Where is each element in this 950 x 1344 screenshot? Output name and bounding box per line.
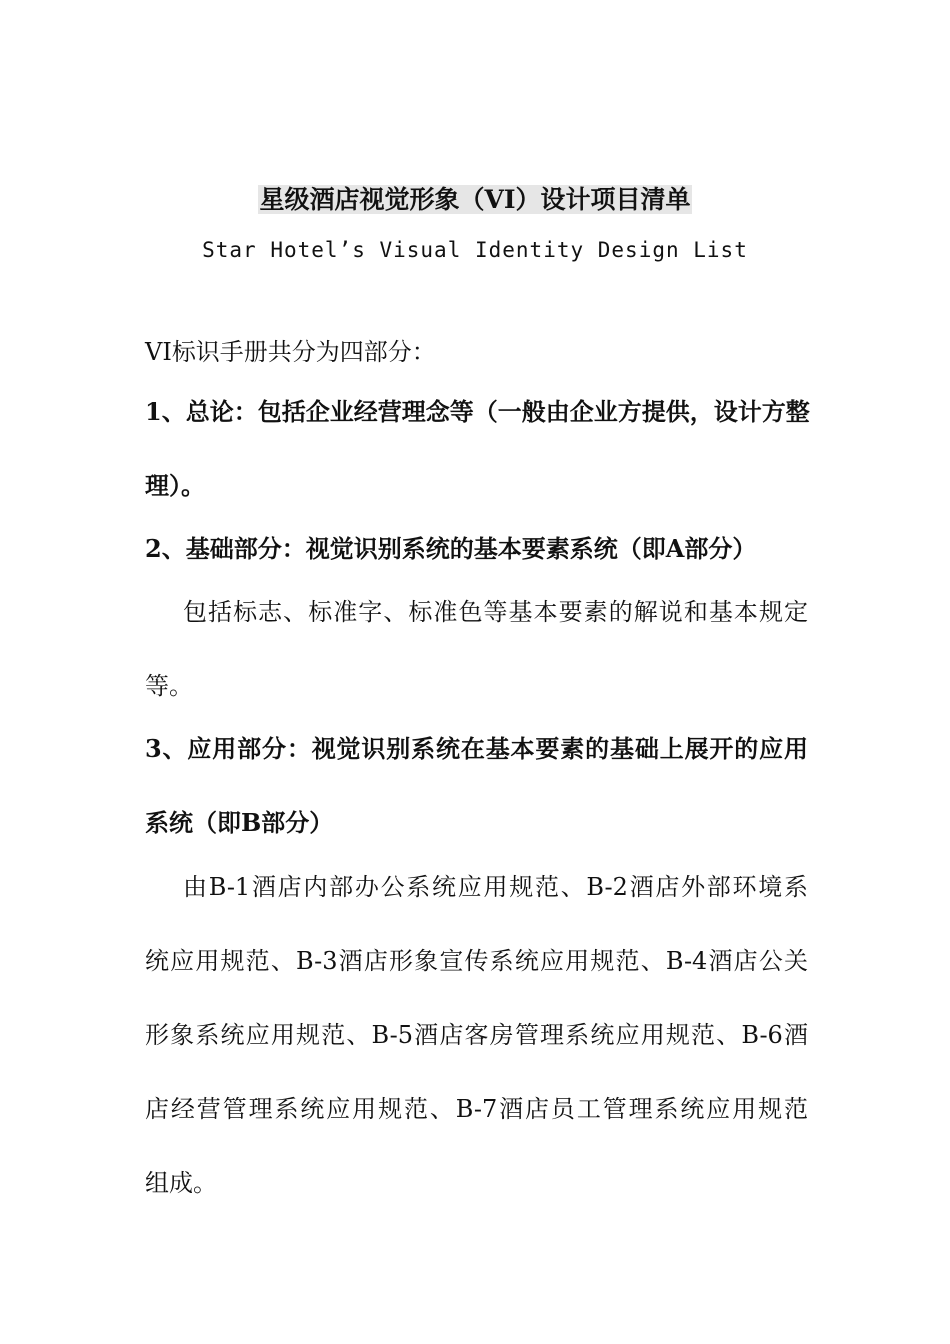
section3-body-line1: 由B-1酒店内部办公系统应用规范、B-2酒店外部环境系 — [183, 873, 808, 901]
document-subtitle: Star Hotel’s Visual Identity Design List — [202, 238, 748, 262]
section2-body-line2: 等。 — [145, 672, 193, 700]
section3-heading-line1: 3、应用部分：视觉识别系统在基本要素的基础上展开的应用 — [145, 734, 808, 763]
section1-line1: 1、总论：包括企业经营理念等（一般由企业方提供，设计方整 — [145, 397, 810, 426]
section3-heading-line2: 系统（即B部分） — [145, 808, 334, 837]
section2-body-line1: 包括标志、标准字、标准色等基本要素的解说和基本规定 — [183, 598, 808, 626]
document-title-text: 星级酒店视觉形象（VI）设计项目清单 — [259, 185, 691, 214]
section3-body-line4: 店经营管理系统应用规范、B-7酒店员工管理系统应用规范 — [145, 1095, 808, 1123]
section2-heading: 2、基础部分：视觉识别系统的基本要素系统（即A部分） — [145, 534, 757, 563]
section1-line2: 理）。 — [145, 471, 205, 500]
document-title — [0, 183, 950, 217]
intro-paragraph: VI标识手册共分为四部分： — [145, 338, 436, 366]
section3-body-line3: 形象系统应用规范、B-5酒店客房管理系统应用规范、B-6酒 — [145, 1021, 808, 1049]
section3-body-line5: 组成。 — [145, 1169, 217, 1197]
section3-body-line2: 统应用规范、B-3酒店形象宣传系统应用规范、B-4酒店公关 — [145, 947, 808, 975]
